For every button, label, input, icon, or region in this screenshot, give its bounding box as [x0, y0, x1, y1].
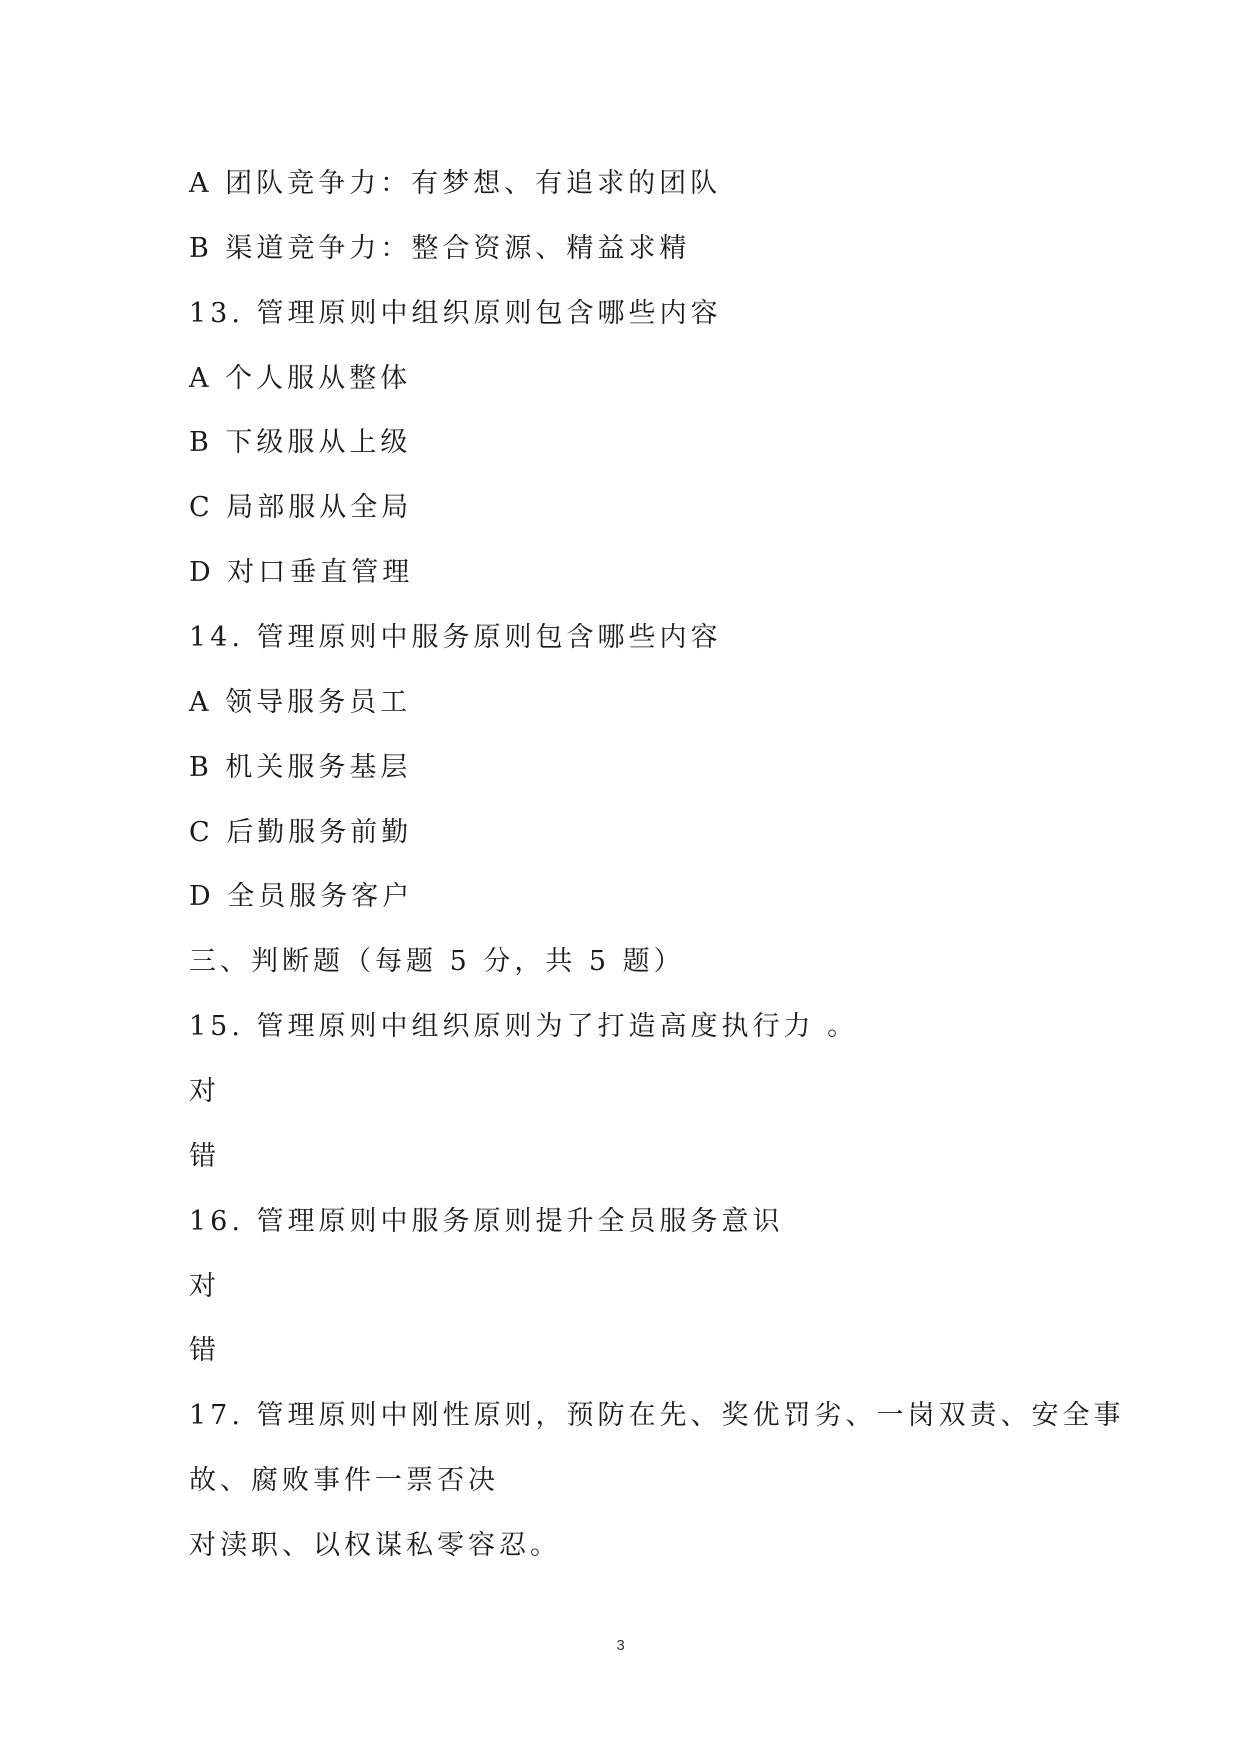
option-b: B 下级服从上级 — [189, 427, 412, 458]
option-false: 错 — [189, 1335, 220, 1366]
question-14: 14. 管理原则中服务原则包含哪些内容 — [189, 622, 722, 653]
question-17-continued: 故、腐败事件一票否决 — [189, 1465, 499, 1496]
question-15: 15. 管理原则中组织原则为了打造高度执行力 。 — [189, 1011, 859, 1042]
text-line: 对渎职、以权谋私零容忍。 — [189, 1530, 561, 1561]
option-b: B 机关服务基层 — [189, 752, 412, 783]
section-heading: 三、判断题（每题 5 分，共 5 题） — [189, 946, 685, 977]
option-d: D 对口垂直管理 — [189, 557, 414, 588]
option-d: D 全员服务客户 — [189, 881, 414, 912]
option-c: C 后勤服务前勤 — [189, 817, 413, 848]
question-17: 17. 管理原则中刚性原则，预防在先、奖优罚劣、一岗双责、安全事 — [189, 1400, 1125, 1431]
option-a: A 领导服务员工 — [189, 687, 412, 718]
option-true: 对 — [189, 1076, 220, 1107]
question-16: 16. 管理原则中服务原则提升全员服务意识 — [189, 1206, 784, 1237]
text-line: B 渠道竞争力：整合资源、精益求精 — [189, 233, 691, 264]
option-a: A 个人服从整体 — [189, 363, 412, 394]
text-line: A 团队竞争力：有梦想、有追求的团队 — [189, 168, 722, 199]
question-13: 13. 管理原则中组织原则包含哪些内容 — [189, 298, 722, 329]
option-false: 错 — [189, 1141, 220, 1172]
option-c: C 局部服从全局 — [189, 492, 413, 523]
page-number: 3 — [616, 1637, 625, 1654]
option-true: 对 — [189, 1271, 220, 1302]
